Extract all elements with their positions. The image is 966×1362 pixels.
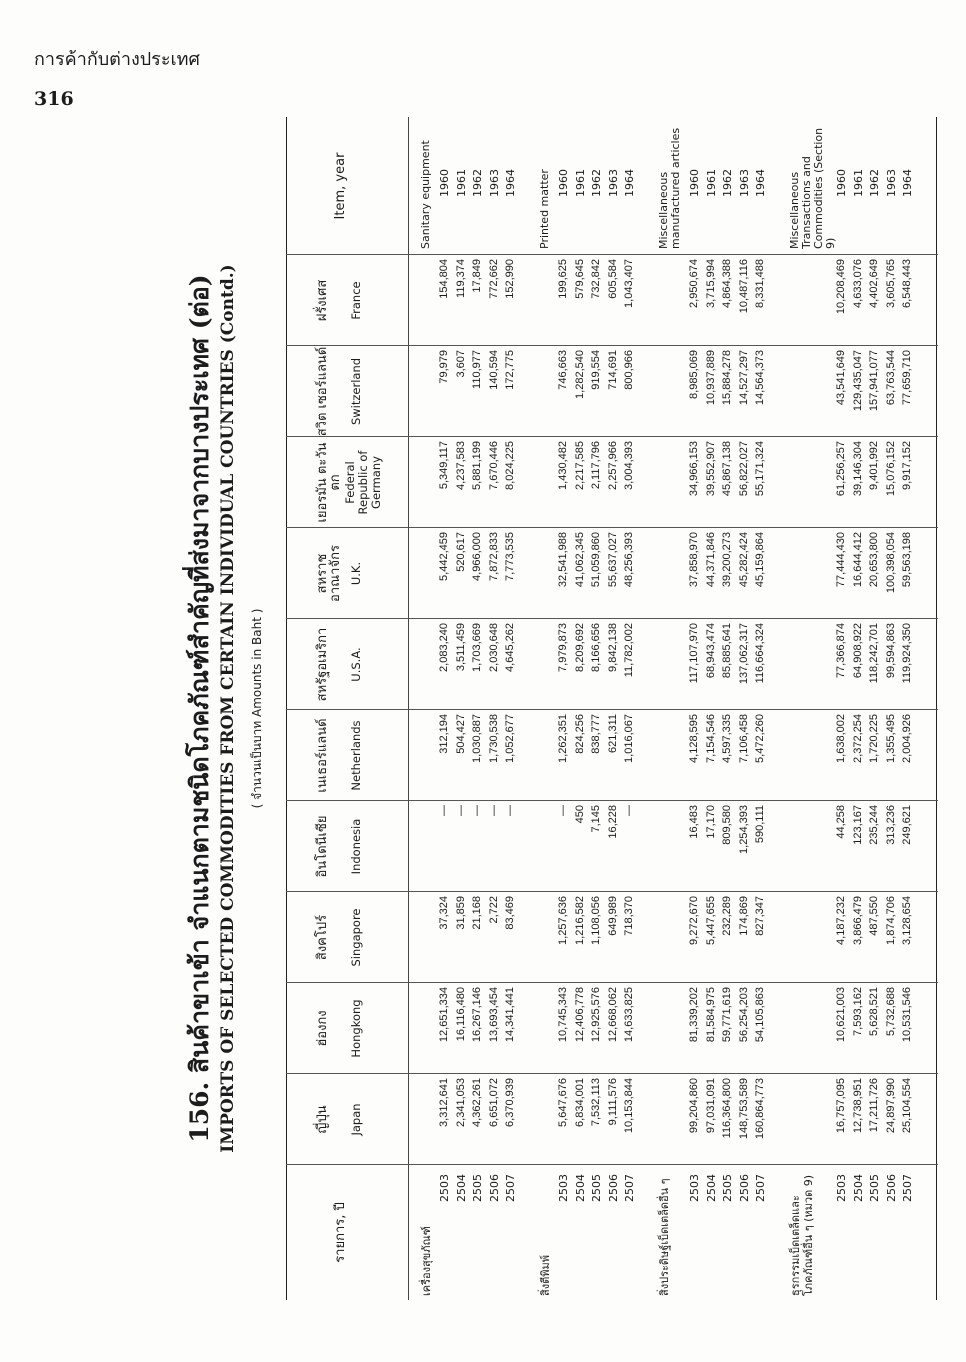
table-cell: 157,941,077 bbox=[868, 350, 881, 412]
table-cell: 174,869 bbox=[737, 896, 750, 936]
row-year-thai: 2503 bbox=[557, 1174, 570, 1202]
table-cell: 54,105,863 bbox=[754, 987, 767, 1043]
row-year-english: 1964 bbox=[504, 169, 518, 197]
table-cell: 8,166,656 bbox=[590, 623, 603, 672]
table-cell: 17,849 bbox=[471, 259, 484, 293]
table-cell: 117,107,970 bbox=[688, 623, 700, 684]
table-cell: 590,111 bbox=[754, 805, 767, 844]
table-cell: 1,430,482 bbox=[557, 441, 569, 490]
table-cell: 16,757,095 bbox=[835, 1078, 847, 1134]
row-year-thai: 2503 bbox=[835, 1174, 848, 1202]
column-header-thai: ฝรั่งเศส bbox=[315, 279, 330, 322]
table-cell: 16,228 bbox=[606, 805, 619, 839]
section-label-english: Sanitary equipment bbox=[419, 140, 432, 249]
table-cell: 172,775 bbox=[504, 350, 517, 390]
table-cell: — bbox=[454, 805, 467, 816]
table-cell: 9,842,138 bbox=[606, 623, 619, 672]
table-cell: 718,370 bbox=[623, 896, 636, 936]
table-cell: 4,597,335 bbox=[721, 714, 734, 763]
table-cell: — bbox=[623, 805, 636, 816]
table-cell: 3,312,641 bbox=[438, 1078, 450, 1127]
table-cell: 232,289 bbox=[721, 896, 734, 936]
table-cell: 199,625 bbox=[557, 259, 569, 299]
table-cell: 59,771,619 bbox=[721, 987, 734, 1043]
page-number: 316 bbox=[34, 88, 74, 110]
table-cell: 7,979,873 bbox=[557, 623, 569, 672]
table-cell: — bbox=[487, 805, 500, 816]
table-cell: 5,732,688 bbox=[884, 987, 897, 1036]
table-cell: 2,117,796 bbox=[590, 441, 603, 490]
row-year-thai: 2506 bbox=[606, 1174, 620, 1202]
column-header-english: U.K. bbox=[349, 561, 363, 586]
row-year-english: 1960 bbox=[438, 169, 451, 197]
table-cell: 4,966,000 bbox=[471, 532, 484, 581]
row-year-thai: 2507 bbox=[901, 1174, 915, 1202]
column-header-thai: อินโดนีเซีย bbox=[315, 815, 330, 878]
section-label-thai: เครื่องสุขภัณฑ์ bbox=[420, 1226, 433, 1296]
table-cell: 1,016,067 bbox=[623, 714, 636, 763]
table-cell: 160,864,773 bbox=[754, 1078, 767, 1140]
table-cell: 7,593,162 bbox=[851, 987, 864, 1036]
table-cell: 48,256,393 bbox=[623, 532, 636, 588]
table-cell: 9,401,992 bbox=[868, 441, 881, 490]
row-year-thai: 2504 bbox=[704, 1174, 718, 1202]
column-header-english: Indonesia bbox=[349, 818, 363, 875]
table-cell: 5,628,521 bbox=[868, 987, 881, 1036]
table-cell: 116,664,324 bbox=[754, 623, 767, 684]
column-header-english: Singapore bbox=[349, 908, 363, 967]
table-cell: 11,782,002 bbox=[623, 623, 636, 678]
table-cell: 16,116,480 bbox=[454, 987, 467, 1042]
table-cell: 9,111,576 bbox=[606, 1078, 619, 1126]
table-cell: 5,442,459 bbox=[438, 532, 450, 581]
column-header-thai: ญี่ปุ่น bbox=[315, 1105, 330, 1134]
table-cell: 2,372,254 bbox=[851, 714, 864, 763]
table-cell: 838,777 bbox=[590, 714, 603, 754]
table-cell: 6,651,072 bbox=[487, 1078, 500, 1127]
table-cell: 3,128,654 bbox=[901, 896, 914, 945]
row-year-english: 1963 bbox=[884, 169, 898, 197]
table-cell: 37,858,970 bbox=[688, 532, 700, 588]
table-cell: 79,979 bbox=[438, 350, 450, 384]
row-year-english: 1963 bbox=[487, 169, 501, 197]
table-cell: 16,644,412 bbox=[851, 532, 864, 588]
table-cell: 12,738,951 bbox=[851, 1078, 864, 1134]
table-cell: 579,645 bbox=[573, 259, 586, 299]
table-cell: 137,062,317 bbox=[737, 623, 750, 685]
table-cell: 7,872,833 bbox=[487, 532, 500, 581]
table-cell: 44,258 bbox=[835, 805, 847, 839]
table-cell: 45,867,138 bbox=[721, 441, 734, 497]
row-year-thai: 2507 bbox=[623, 1174, 637, 1202]
table-cell: 39,552,907 bbox=[704, 441, 717, 497]
section-label-english: Miscellaneous Transactions and Commodities (Section 9) bbox=[788, 127, 837, 249]
table-cell: 605,584 bbox=[606, 259, 619, 299]
table-cell: 649,989 bbox=[606, 896, 619, 936]
table-cell: 8,985,069 bbox=[688, 350, 700, 399]
table-cell: 39,200,273 bbox=[721, 532, 734, 588]
table-cell: 4,128,595 bbox=[688, 714, 700, 763]
table-cell: 24,897,990 bbox=[884, 1078, 897, 1134]
table-cell: 800,966 bbox=[623, 350, 636, 390]
table-cell: 64,908,922 bbox=[851, 623, 864, 679]
table-cell: 487,550 bbox=[868, 896, 881, 936]
table-cell: 55,637,027 bbox=[606, 532, 619, 588]
table-cell: 56,254,203 bbox=[737, 987, 750, 1043]
table-cell: 4,864,388 bbox=[721, 259, 734, 308]
table-cell: 45,282,424 bbox=[737, 532, 750, 588]
table-cell: 827,347 bbox=[754, 896, 767, 936]
table-cell: 12,651,334 bbox=[438, 987, 450, 1043]
table-cell: 4,187,232 bbox=[835, 896, 847, 945]
table-cell: 9,917,152 bbox=[901, 441, 914, 490]
table-cell: 1,730,538 bbox=[487, 714, 500, 763]
table-cell: 34,966,153 bbox=[688, 441, 700, 497]
table-cell: 746,663 bbox=[557, 350, 569, 390]
table-cell: 824,256 bbox=[573, 714, 586, 754]
table-cell: 5,881,199 bbox=[471, 441, 484, 490]
table-cell: 10,745,343 bbox=[557, 987, 569, 1043]
table-cell: 17,211,726 bbox=[868, 1078, 881, 1133]
page-header: การค้ากับต่างประเทศ bbox=[34, 49, 200, 70]
table-cell: 63,763,544 bbox=[884, 350, 897, 406]
table-cell: 13,693,454 bbox=[487, 987, 500, 1043]
row-year-english: 1960 bbox=[688, 169, 701, 197]
table-cell: 919,554 bbox=[590, 350, 603, 390]
row-year-english: 1964 bbox=[901, 169, 915, 197]
table-cell: 100,398,054 bbox=[884, 532, 897, 594]
table-cell: 10,531,546 bbox=[901, 987, 914, 1043]
table-cell: 3,607 bbox=[454, 350, 467, 378]
table-cell: 7,670,446 bbox=[487, 441, 500, 490]
table-cell: 16,483 bbox=[688, 805, 700, 839]
table-cell: 12,668,062 bbox=[606, 987, 619, 1043]
table-title-thai: 156. สินค้าขาเข้า จำแนกตามชนิดโภคภัณฑ์สำคัญที่ส่งมาจากบางประเทศ (ต่อ) bbox=[185, 274, 214, 1143]
table-cell: 2,722 bbox=[487, 896, 500, 924]
table-cell: 43,541,649 bbox=[835, 350, 847, 406]
table-cell: 83,469 bbox=[504, 896, 517, 930]
column-header-thai: สิงคโปร์ bbox=[315, 914, 330, 961]
section-label-english: Miscellaneous manufactured articles bbox=[657, 127, 682, 249]
table-cell: 7,154,546 bbox=[704, 714, 717, 763]
table-cell: 140,594 bbox=[487, 350, 500, 390]
table-cell: 68,943,474 bbox=[704, 623, 717, 679]
table-cell: 2,004,926 bbox=[901, 714, 914, 763]
table-cell: 99,594,863 bbox=[884, 623, 897, 679]
table-cell: 5,472,260 bbox=[754, 714, 767, 763]
table-cell: 1,043,407 bbox=[623, 259, 636, 308]
table-cell: 5,349,117 bbox=[438, 441, 450, 490]
table-cell: — bbox=[471, 805, 484, 816]
table-cell: 8,209,692 bbox=[573, 623, 586, 672]
table-cell: 44,371,846 bbox=[704, 532, 717, 588]
table-cell: 2,083,240 bbox=[438, 623, 450, 672]
row-year-english: 1962 bbox=[471, 169, 485, 197]
table-cell: 8,331,488 bbox=[754, 259, 767, 308]
table-cell: 14,633,825 bbox=[623, 987, 636, 1043]
table-cell: 14,527,297 bbox=[737, 350, 750, 406]
table-cell: 1,282,540 bbox=[573, 350, 586, 399]
table-cell: 1,262,351 bbox=[557, 714, 569, 763]
table-cell: 10,153,844 bbox=[623, 1078, 636, 1134]
table-cell: 7,106,458 bbox=[737, 714, 750, 763]
table-title-english: IMPORTS OF SELECTED COMMODITIES FROM CERTAIN INDIVIDUAL COUNTRIES (Contd.) bbox=[218, 264, 238, 1153]
table-cell: 3,605,765 bbox=[884, 259, 897, 308]
table-cell: 520,617 bbox=[454, 532, 467, 572]
row-year-thai: 2504 bbox=[573, 1174, 587, 1202]
table-cell: 1,108,056 bbox=[590, 896, 603, 945]
table-cell: 118,242,701 bbox=[868, 623, 881, 684]
column-divider bbox=[286, 254, 938, 255]
row-year-thai: 2506 bbox=[884, 1174, 898, 1202]
table-cell: — bbox=[504, 805, 517, 816]
row-year-english: 1964 bbox=[754, 169, 768, 197]
table-cell: 1,216,582 bbox=[573, 896, 586, 945]
row-year-english: 1961 bbox=[573, 169, 587, 197]
table-cell: 249,621 bbox=[901, 805, 914, 845]
table-cell: 129,435,047 bbox=[851, 350, 864, 412]
section-label-thai: สิ่งตีพิมพ์ bbox=[539, 1255, 552, 1296]
column-header-english: U.S.A. bbox=[349, 647, 363, 682]
rotated-table-page bbox=[138, 117, 938, 1300]
table-cell: 15,076,152 bbox=[884, 441, 897, 497]
table-cell: 10,621,003 bbox=[835, 987, 847, 1043]
table-cell: 8,024,225 bbox=[504, 441, 517, 490]
column-header-english: Federal Republic of Germany bbox=[343, 450, 383, 515]
table-cell: 20,653,800 bbox=[868, 532, 881, 588]
table-cell: 621,311 bbox=[606, 714, 619, 753]
table-cell: 1,638,002 bbox=[835, 714, 847, 763]
table-cell: 6,834,001 bbox=[573, 1078, 586, 1127]
row-year-thai: 2504 bbox=[454, 1174, 468, 1202]
table-cell: 3,004,393 bbox=[623, 441, 636, 490]
row-year-english: 1962 bbox=[868, 169, 882, 197]
section-label-english: Printed matter bbox=[538, 169, 551, 249]
table-cell: 97,031,091 bbox=[704, 1078, 717, 1134]
table-cell: 10,208,469 bbox=[835, 259, 847, 315]
column-header-english: Hongkong bbox=[349, 999, 363, 1058]
table-cell: 16,267,146 bbox=[471, 987, 484, 1043]
table-cell: 56,822,027 bbox=[737, 441, 750, 497]
table-cell: 3,511,459 bbox=[454, 623, 467, 672]
table-cell: 85,885,641 bbox=[721, 623, 734, 679]
table-cell: 119,374 bbox=[454, 259, 467, 298]
row-year-english: 1960 bbox=[557, 169, 570, 197]
table-cell: 12,925,576 bbox=[590, 987, 603, 1043]
row-year-english: 1961 bbox=[454, 169, 468, 197]
table-cell: 4,237,583 bbox=[454, 441, 467, 490]
table-cell: 732,842 bbox=[590, 259, 603, 299]
table-cell: 5,447,655 bbox=[704, 896, 717, 945]
table-cell: 1,703,669 bbox=[471, 623, 484, 672]
table-cell: 15,884,278 bbox=[721, 350, 734, 406]
table-cell: 235,244 bbox=[868, 805, 881, 845]
table-cell: 2,030,648 bbox=[487, 623, 500, 672]
row-year-thai: 2503 bbox=[438, 1174, 451, 1202]
table-cell: 77,366,874 bbox=[835, 623, 847, 679]
table-cell: 3,715,994 bbox=[704, 259, 717, 308]
table-cell: 9,272,670 bbox=[688, 896, 700, 945]
table-cell: 14,341,441 bbox=[504, 987, 517, 1043]
table-cell: 10,487,116 bbox=[737, 259, 750, 314]
column-header-thai: สวิต เซอร์แลนด์ bbox=[315, 346, 330, 437]
table-cell: 1,030,887 bbox=[471, 714, 484, 763]
table-cell: 81,339,202 bbox=[688, 987, 700, 1043]
table-cell: 51,059,860 bbox=[590, 532, 603, 588]
row-year-thai: 2505 bbox=[590, 1174, 604, 1202]
column-header-english: Japan bbox=[349, 1103, 363, 1136]
table-cell: 313,236 bbox=[884, 805, 897, 845]
table-cell: 2,217,585 bbox=[573, 441, 586, 490]
table-cell: 17,170 bbox=[704, 805, 717, 839]
table-cell: 312,194 bbox=[438, 714, 450, 754]
section-label-thai: ธุรกรรมเบ็ดเตล็ดและโภคภัณฑ์อื่น ๆ (หมวด 9) bbox=[789, 1174, 815, 1296]
table-cell: 123,167 bbox=[851, 805, 864, 845]
row-year-thai: 2505 bbox=[868, 1174, 882, 1202]
row-year-english: 1961 bbox=[851, 169, 865, 197]
table-cell: 25,104,554 bbox=[901, 1078, 914, 1134]
table-cell: 31,859 bbox=[454, 896, 467, 930]
table-cell: 152,990 bbox=[504, 259, 517, 299]
table-cell: 4,362,261 bbox=[471, 1078, 484, 1127]
table-cell: 148,753,589 bbox=[737, 1078, 750, 1140]
table-cell: 5,647,676 bbox=[557, 1078, 569, 1127]
table-cell: 39,146,304 bbox=[851, 441, 864, 497]
table-cell: 10,937,889 bbox=[704, 350, 717, 406]
table-cell: 1,052,677 bbox=[504, 714, 517, 763]
table-cell: 77,659,710 bbox=[901, 350, 914, 406]
row-year-english: 1962 bbox=[590, 169, 604, 197]
table-cell: 4,633,076 bbox=[851, 259, 864, 308]
table-cell: 37,324 bbox=[438, 896, 450, 930]
table-cell: 6,370,939 bbox=[504, 1078, 517, 1127]
row-year-english: 1960 bbox=[835, 169, 848, 197]
table-cell: 1,254,393 bbox=[737, 805, 750, 854]
table-cell: 809,580 bbox=[721, 805, 734, 845]
table-cell: 450 bbox=[573, 805, 586, 824]
table-subtitle: ( จำนวนเป็นบาท Amounts in Baht ) bbox=[250, 608, 264, 809]
row-year-english: 1962 bbox=[721, 169, 735, 197]
table-cell: 99,204,860 bbox=[688, 1078, 700, 1134]
table-cell: 116,364,800 bbox=[721, 1078, 734, 1139]
row-year-thai: 2504 bbox=[851, 1174, 865, 1202]
table-cell: 119,924,350 bbox=[901, 623, 914, 684]
column-header-thai: เนเธอร์แลนด์ bbox=[315, 718, 330, 793]
table-cell: 110,977 bbox=[471, 350, 484, 389]
table-cell: 45,159,864 bbox=[754, 532, 767, 588]
table-cell: — bbox=[438, 805, 450, 816]
table-cell: 504,427 bbox=[454, 714, 467, 754]
table-cell: 61,256,257 bbox=[835, 441, 847, 497]
column-header-english: France bbox=[349, 281, 363, 320]
section-label-thai: สิ่งประดิษฐ์เบ็ดเตล็ดอื่น ๆ bbox=[658, 1178, 671, 1296]
table-cell: 7,773,535 bbox=[504, 532, 517, 581]
row-year-thai: 2506 bbox=[487, 1174, 501, 1202]
table-cell: 714,691 bbox=[606, 350, 619, 390]
row-year-english: 1963 bbox=[737, 169, 751, 197]
table-cell: 7,532,113 bbox=[590, 1078, 603, 1127]
row-year-thai: 2503 bbox=[688, 1174, 701, 1202]
table-cell: 14,564,373 bbox=[754, 350, 767, 406]
header-item-year-thai: รายการ, ปี bbox=[333, 1202, 348, 1263]
row-year-thai: 2506 bbox=[737, 1174, 751, 1202]
table-cell: 4,402,649 bbox=[868, 259, 881, 308]
table-cell: 21,168 bbox=[471, 896, 484, 930]
row-year-english: 1961 bbox=[704, 169, 718, 197]
row-year-thai: 2505 bbox=[721, 1174, 735, 1202]
table-cell: 4,645,262 bbox=[504, 623, 517, 672]
row-year-english: 1964 bbox=[623, 169, 637, 197]
table-cell: 2,257,966 bbox=[606, 441, 619, 490]
table-cell: 32,541,988 bbox=[557, 532, 569, 588]
table-cell: 1,257,636 bbox=[557, 896, 569, 945]
header-item-year-english: Item, year bbox=[333, 152, 348, 220]
table-cell: 41,062,345 bbox=[573, 532, 586, 588]
table-cell: 772,662 bbox=[487, 259, 500, 299]
table-cell: — bbox=[557, 805, 569, 816]
column-header-english: Netherlands bbox=[349, 720, 363, 791]
table-cell: 12,406,778 bbox=[573, 987, 586, 1043]
table-cell: 1,874,706 bbox=[884, 896, 897, 945]
table-cell: 2,341,053 bbox=[454, 1078, 467, 1127]
table-cell: 1,720,225 bbox=[868, 714, 881, 763]
row-year-thai: 2505 bbox=[471, 1174, 485, 1202]
table-cell: 3,866,479 bbox=[851, 896, 864, 945]
column-header-english: Switzerland bbox=[349, 357, 363, 426]
column-header-thai: เยอรมัน ตะวันตก bbox=[315, 442, 343, 523]
table-cell: 7,145 bbox=[590, 805, 603, 833]
row-year-thai: 2507 bbox=[754, 1174, 768, 1202]
column-header-thai: ฮ่องกง bbox=[315, 1010, 330, 1047]
table-cell: 77,444,430 bbox=[835, 532, 847, 588]
column-header-thai: สหราช อาณาจักร bbox=[315, 545, 343, 602]
row-year-english: 1963 bbox=[606, 169, 620, 197]
column-header-thai: สหรัฐอเมริกา bbox=[315, 627, 330, 702]
table-cell: 59,563,198 bbox=[901, 532, 914, 588]
table-cell: 81,584,975 bbox=[704, 987, 717, 1043]
table-cell: 55,171,324 bbox=[754, 441, 767, 497]
table-cell: 1,355,495 bbox=[884, 714, 897, 763]
table-cell: 6,548,443 bbox=[901, 259, 914, 308]
table-cell: 154,804 bbox=[438, 259, 450, 299]
row-year-thai: 2507 bbox=[504, 1174, 518, 1202]
table-cell: 2,950,674 bbox=[688, 259, 700, 308]
